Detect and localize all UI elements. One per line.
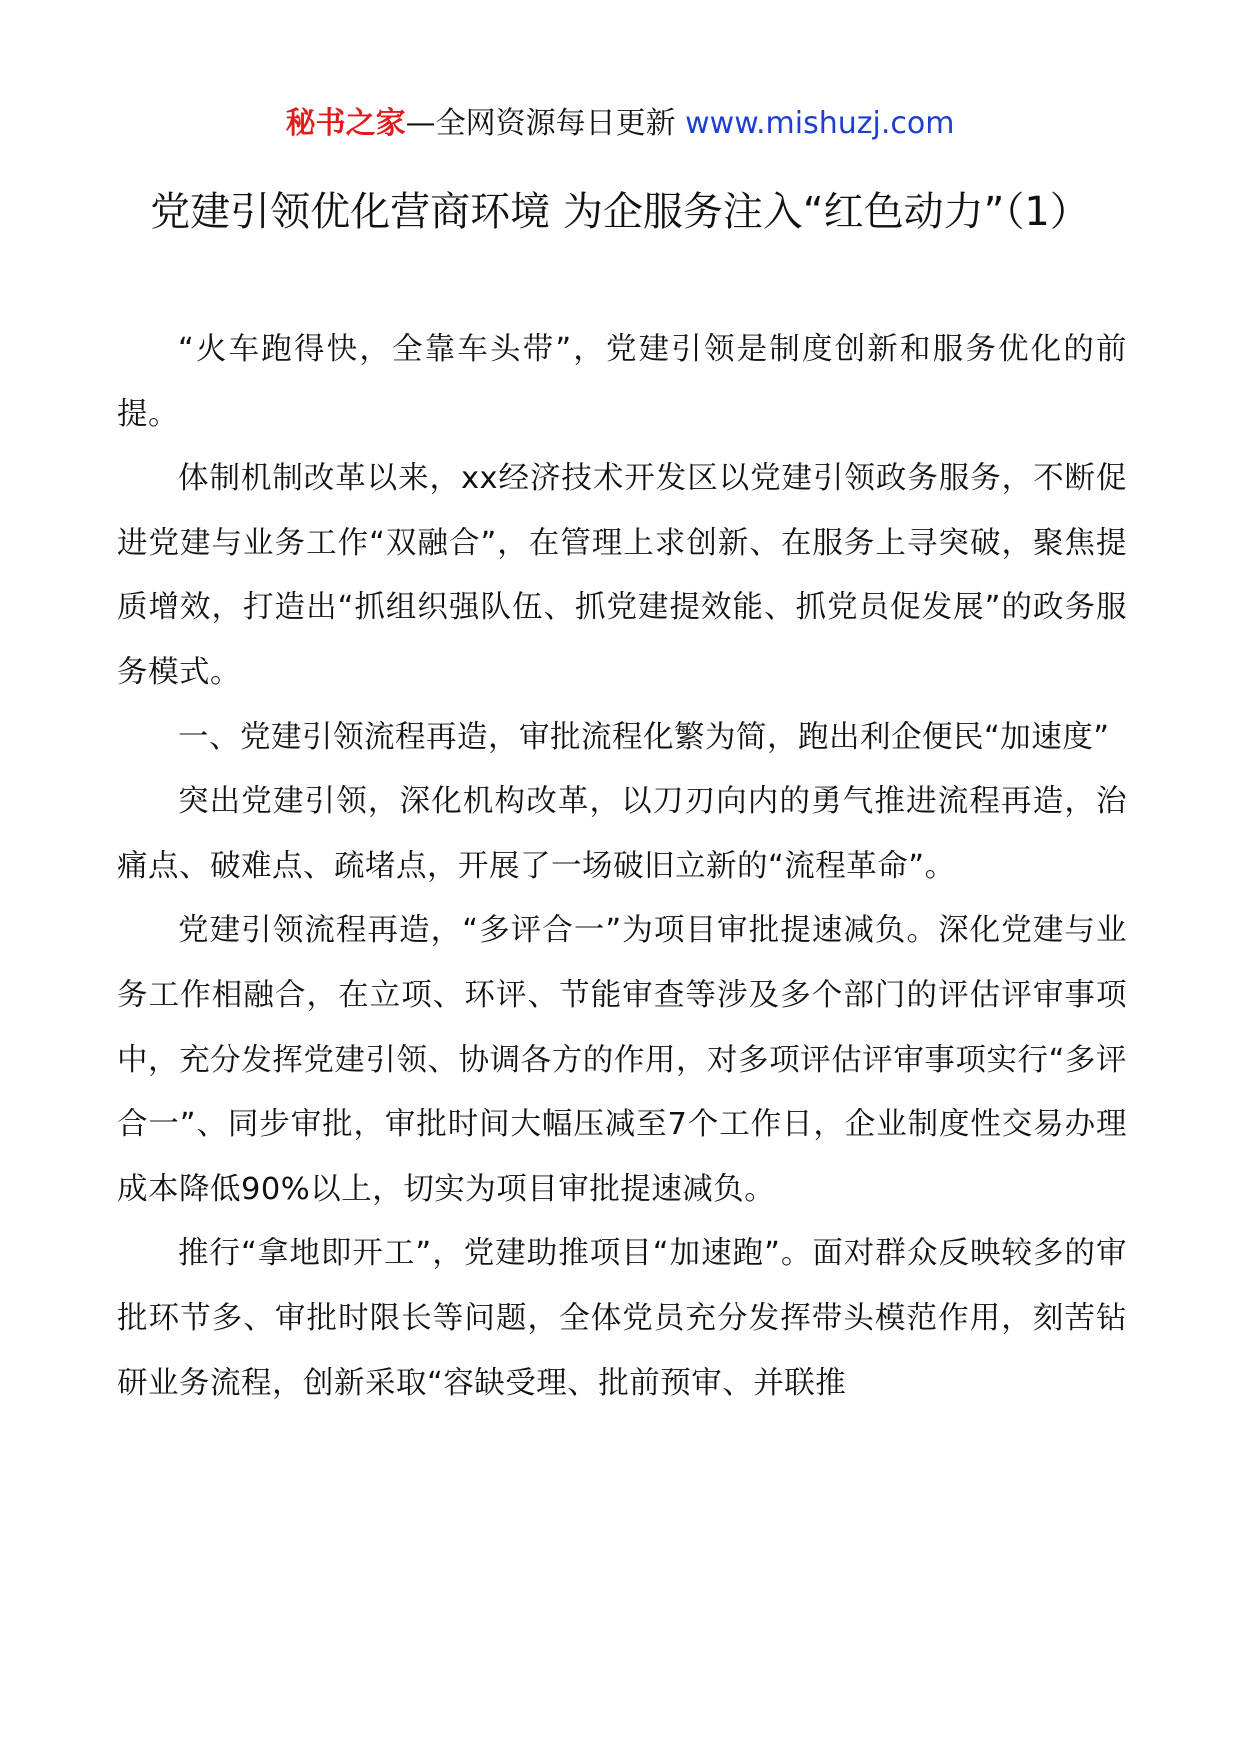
header-tagline: —全网资源每日更新 [405,106,686,141]
site-header [0,102,1240,146]
document-body [117,318,1127,1416]
site-url: www.mishuzj.com [685,106,955,141]
paragraph: “火车跑得快，全靠车头带”，党建引领是制度创新和服务优化的前提。 [117,332,1127,432]
document-title: 党建引领优化营商环境 为企服务注入“红色动力”（1） [150,189,1090,235]
paragraph: 推行“拿地即开工”，党建助推项目“加速跑”。面对群众反映较多的审批环节多、审批时限长等问题，全体党员充分发挥带头模范作用，刻苦钻研业务流程，创新采取“容缺受理、批前预审、并联推 [117,1236,1127,1401]
paragraph: 体制机制改革以来，xx经济技术开发区以党建引领政务服务，不断促进党建与业务工作“双融合”，在管理上求创新、在服务上寻突破，聚焦提质增效，打造出“抓组织强队伍、抓党建提效能、抓党员促发展”的政务服务模式。 [117,461,1127,690]
brand-name: 秘书之家 [285,106,406,141]
paragraph: 突出党建引领，深化机构改革，以刀刃向内的勇气推进流程再造，治痛点、破难点、疏堵点，开展了一场破旧立新的“流程革命”。 [117,784,1127,884]
section-heading: 一、党建引领流程再造，审批流程化繁为简，跑出利企便民“加速度” [178,719,1110,755]
paragraph: 党建引领流程再造，“多评合一”为项目审批提速减负。深化党建与业务工作相融合，在立项、环评、节能审查等涉及多个部门的评估评审事项中，充分发挥党建引领、协调各方的作用，对多项评估评审事项实行“多评合一”、同步审批，审批时间大幅压减至7个工作日，企业制度性交易办理成本降低90%以上，切实为项目审批提速减负。 [117,913,1127,1207]
